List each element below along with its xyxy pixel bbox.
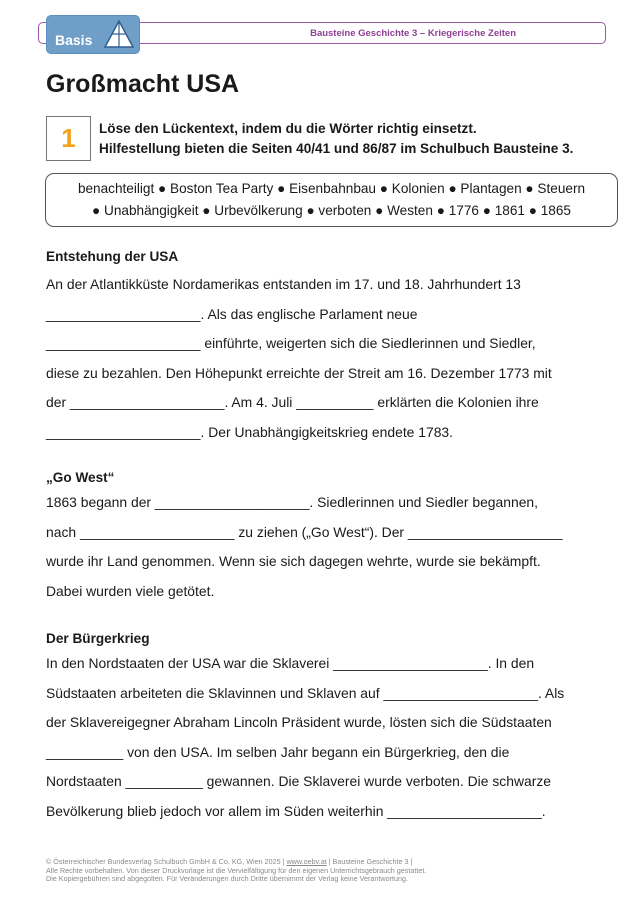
- section-title: Der Bürgerkrieg: [46, 631, 150, 646]
- text-line: wurde ihr Land genommen. Wenn sie sich dagegen wehrte, wurde sie bekämpft.: [46, 553, 541, 570]
- word-bank-line-2: ● Unabhängigkeit ● Urbevölkerung ● verboten ● Westen ● 1776 ● 1861 ● 1865: [92, 203, 571, 218]
- text-line: nach ____________________ zu ziehen („Go West“). Der ____________________: [46, 523, 563, 540]
- text-line: 1863 begann der ____________________. Siedlerinnen und Siedler begannen,: [46, 494, 539, 510]
- text-line: Nordstaaten __________ gewannen. Die Sklaverei wurde verboten. Die schwarze: [46, 773, 552, 790]
- section-text: [46, 488, 586, 606]
- text-line: ____________________ einführte, weigerten sich die Siedlerinnen und Siedler,: [46, 335, 536, 352]
- text-line: der Sklavereigegner Abraham Lincoln Präsident wurde, lösten sich die Südstaaten: [46, 714, 552, 731]
- footer-copyright: © Österreichischer Bundesverlag Schulbuch GmbH & Co. KG, Wien 2025 |: [46, 857, 287, 866]
- text-line: ____________________. Der Unabhängigkeitskrieg endete 1783.: [46, 423, 454, 440]
- section-text: [46, 270, 586, 448]
- page-title: Großmacht USA: [46, 70, 240, 98]
- task-number-box: [46, 116, 91, 161]
- task-line-2: Hilfestellung bieten die Seiten 40/41 und 86/87 im Schulbuch Bausteine 3.: [99, 141, 574, 156]
- text-line: diese zu bezahlen. Den Höhepunkt erreichte der Streit am 16. Dezember 1773 mit: [46, 364, 552, 381]
- task-line-1: Löse den Lückentext, indem du die Wörter richtig einsetzt.: [99, 121, 477, 136]
- logo-triangle-icon: [103, 19, 135, 49]
- section-title: Entstehung der USA: [46, 249, 179, 264]
- footer-series: | Bausteine Geschichte 3 |: [326, 857, 413, 866]
- section-entstehung: [46, 249, 586, 448]
- footer-line-2: Alle Rechte vorbehalten. Von dieser Druckvorlage ist die Vervielfältigung für den eigenen Unterrichtsgebrauch gestattet.: [46, 865, 427, 875]
- word-bank-line-1: benachteiligt ● Boston Tea Party ● Eisenbahnbau ● Kolonien ● Plantagen ● Steuern: [77, 181, 586, 196]
- text-line: der ____________________. Am 4. Juli __________ erklärten die Kolonien ihre: [46, 394, 539, 411]
- header-title: Bausteine Geschichte 3 – Kriegerische Zeiten: [310, 28, 516, 39]
- section-title: „Go West“: [46, 470, 115, 485]
- text-line: ____________________. Als das englische Parlament neue: [46, 305, 418, 322]
- basis-logo: [47, 16, 139, 53]
- footer-line-3: Die Kopiergebühren sind abgegolten. Für Veränderungen durch Dritte übernimmt der Verlag keine Verantwortung.: [46, 874, 408, 884]
- task-instructions: [99, 119, 573, 159]
- text-line: Dabei wurden viele getötet.: [46, 582, 215, 599]
- text-line: Südstaaten arbeiteten die Sklavinnen und Sklaven auf ____________________. Als: [46, 684, 565, 701]
- section-text: [46, 649, 586, 827]
- text-line: In den Nordstaaten der USA war die Sklaverei ____________________. In den: [46, 655, 535, 671]
- section-buergerkrieg: [46, 631, 586, 827]
- footer: [46, 858, 426, 884]
- task-number: 1: [61, 123, 76, 153]
- text-line: __________ von den USA. Im selben Jahr begann ein Bürgerkrieg, den die: [46, 743, 510, 760]
- footer-link[interactable]: www.oebv.at: [286, 857, 327, 866]
- section-go-west: [46, 470, 586, 606]
- text-line: An der Atlantikküste Nordamerikas entstanden im 17. und 18. Jahrhundert 13: [46, 276, 521, 292]
- text-line: Bevölkerung blieb jedoch vor allem im Süden weiterhin ____________________.: [46, 802, 546, 819]
- word-bank: [45, 173, 618, 227]
- logo-text: Basis: [55, 32, 93, 48]
